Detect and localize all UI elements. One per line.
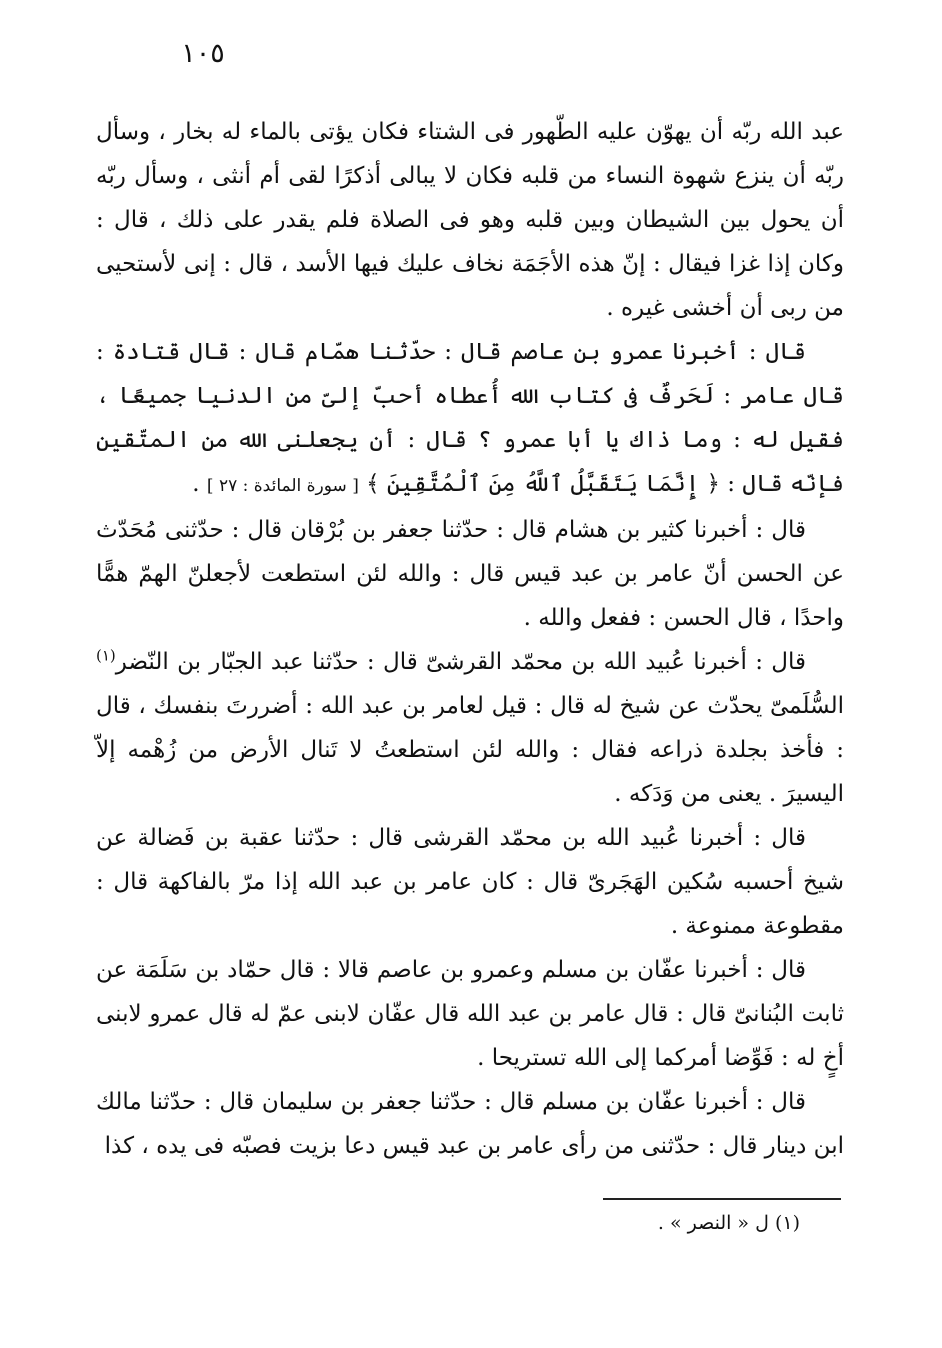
paragraph-6: قال : أخبرنا عفّان بن مسلم وعمرو بن عاصم قالا : قال حمّاد بن سَلَمَة عن ثابت البُنانىّ قال : قال عامر بن عبد الله قال عفّان لابنى عمّ له قال عمرو لابنى أخٍ له : فَوِّضا أمركما إلى الله تستريحا . xyxy=(96,957,844,1071)
footnote-divider xyxy=(603,1198,841,1200)
page-number: ١٠٥ xyxy=(181,38,225,69)
paragraph-1: عبد الله ربّه أن يهوّن عليه الطّهور فى الشتاء فكان يؤتى بالماء له بخار ، وسأل ربّه أن ينزع شهوة النساء من قلبه فكان لا يبالى أذكرًا لقى أم أنثى ، وسأل ربّه أن يحول بين الشيطان وبين قلبه وهو فى الصلاة فلم يقدر على ذلك ، قال : وكان إذا غزا فيقال : إنّ هذه الأجَمَة نخاف عليك فيها الأسد ، قال : إنى لأستحيى من ربى أن أخشى غيره . xyxy=(96,119,844,321)
paragraph-7: قال : أخبرنا عفّان بن مسلم قال : حدّثنا جعفر بن سليمان قال : حدّثنا مالك ابن دينار قال : حدّثنى من رأى عامر بن عبد قيس دعا بزيت فصبّه فى يده ، كذا xyxy=(96,1089,844,1159)
quran-reference: [ سورة المائدة : ٢٧ ] xyxy=(206,476,359,496)
body-text xyxy=(96,110,844,1168)
paragraph-5: قال : أخبرنا عُبيد الله بن محمّد القرشى قال : حدّثنا عقبة بن فَضالة عن شيخ أحسبه سُكين الهَجَرىّ قال : كان عامر بن عبد الله إذا مرّ بالفاكهة قال : مقطوعة ممنوعة . xyxy=(96,825,844,939)
paragraph-2: قال : أخبرنا عمرو بن عاصم قال : حدّثنا همّام قال : قال قتادة : قال عامر : لَحَرفٌ فى كتاب الله أُعطاه أحبّ إلىّ من الدنيا جميعًا ، فقيل له : وما ذاك يا أبا عمرو ؟ قال : أن يجعلنى الله من المتّقين فإنّه قال : ﴿ إِنَّمَا يَتَقَبَّلُ ٱللَّهُ مِنَ ٱلْمُتَّقِينَ ﴾ [ سورة المائدة : ٢٧ ] . xyxy=(96,339,844,497)
paragraph-4: قال : أخبرنا عُبيد الله بن محمّد القرشىّ قال : حدّثنا عبد الجبّار بن النّضر$^{(١)}$ السُّلَمىّ يحدّث عن شيخ له قال : قيل لعامر بن عبد الله : أضررتَ بنفسك ، قال : فأخذ بجلدة ذراعه فقال : والله لئن استطعتُ لا تَنال الأرض من زُهْمه إلاّ اليسيرَ . يعنى من وَدَكه . xyxy=(96,646,844,807)
footnote: (١) ل « النصر » . xyxy=(657,1212,800,1234)
paragraph-3: قال : أخبرنا كثير بن هشام قال : حدّثنا جعفر بن بُرْقان قال : حدّثنى مُحَدّث عن الحسن أنّ عامر بن عبد قيس قال : والله لئن استطعت لأجعلنّ الهمّ همًّا واحدًا ، قال الحسن : ففعل والله . xyxy=(96,517,844,631)
footnote-marker: (١) xyxy=(96,646,116,665)
